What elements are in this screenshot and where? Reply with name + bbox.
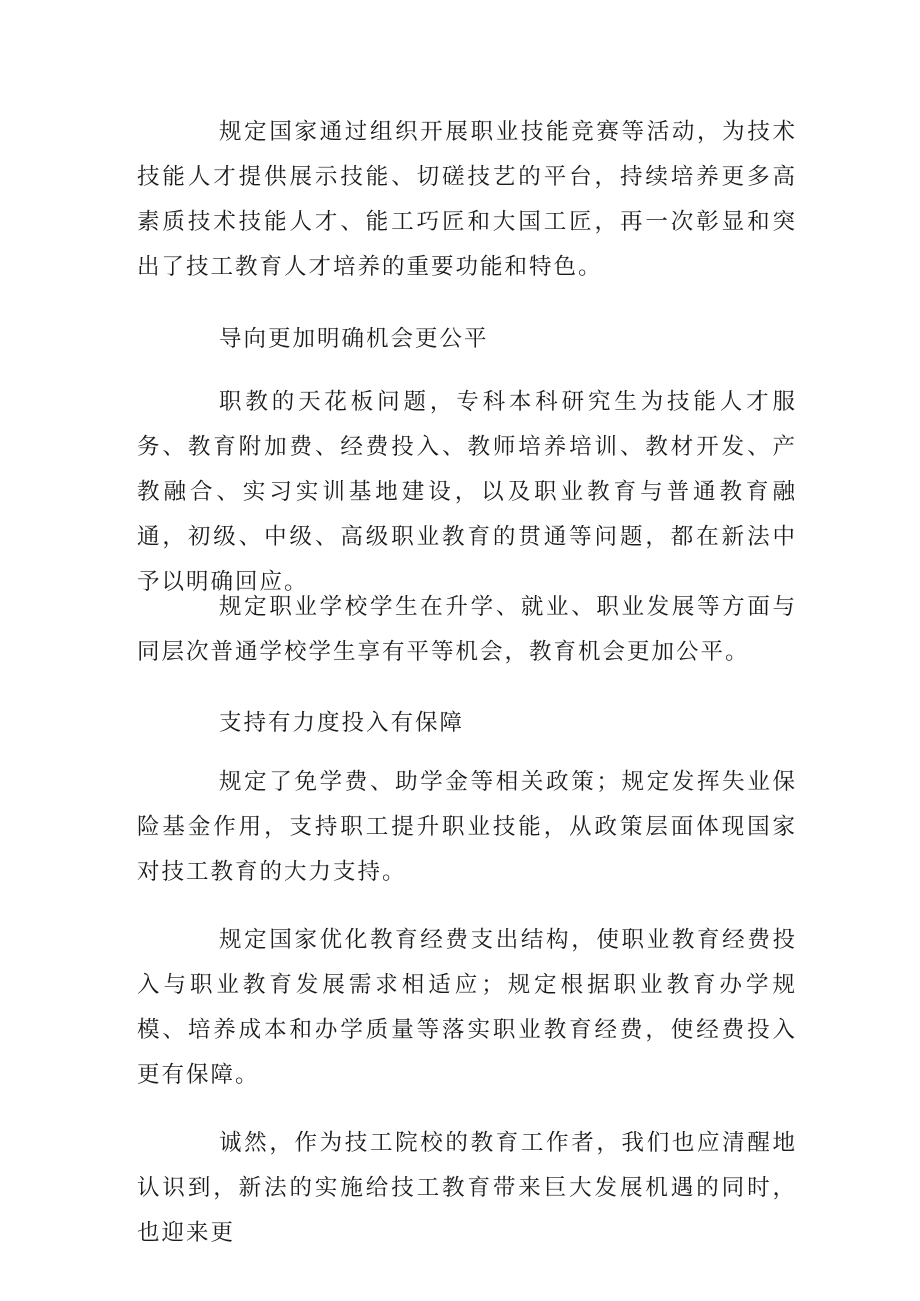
paragraph-conclusion: 诚然，作为技工院校的教育工作者，我们也应清醒地认识到，新法的实施给技工教育带来巨大发展机遇的同时，也迎来更 (137, 1130, 797, 1246)
paragraph-equal-opportunity: 规定职业学校学生在升学、就业、职业发展等方面与同层次普通学校学生享有平等机会，教育机会更加公平。 (137, 594, 797, 665)
paragraph-funding-structure: 规定国家优化教育经费支出结构，使职业教育经费投入与职业教育发展需求相适应；规定根据职业教育办学规模、培养成本和办学质量等落实职业教育经费，使经费投入更有保障。 (137, 927, 797, 1088)
paragraph-ceiling-issues: 职教的天花板问题，专科本科研究生为技能人才服务、教育附加费、经费投入、教师培养培训、教材开发、产教融合、实习实训基地建设，以及职业教育与普通教育融通，初级、中级、高级职业教育的贯通等问题，都在新法中予以明确回应。 (137, 389, 797, 595)
section-heading-fairness: 导向更加明确机会更公平 (219, 326, 489, 352)
paragraph-skills-competition: 规定国家通过组织开展职业技能竞赛等活动，为技术技能人才提供展示技能、切磋技艺的平台，持续培养更多高素质技术技能人才、能工巧匠和大国工匠，再一次彰显和突出了技工教育人才培养的重要功能和特色。 (137, 119, 797, 280)
section-heading-support: 支持有力度投入有保障 (219, 710, 465, 736)
paragraph-tuition-policy: 规定了免学费、助学金等相关政策；规定发挥失业保险基金作用，支持职工提升职业技能，从政策层面体现国家对技工教育的大力支持。 (137, 769, 797, 885)
